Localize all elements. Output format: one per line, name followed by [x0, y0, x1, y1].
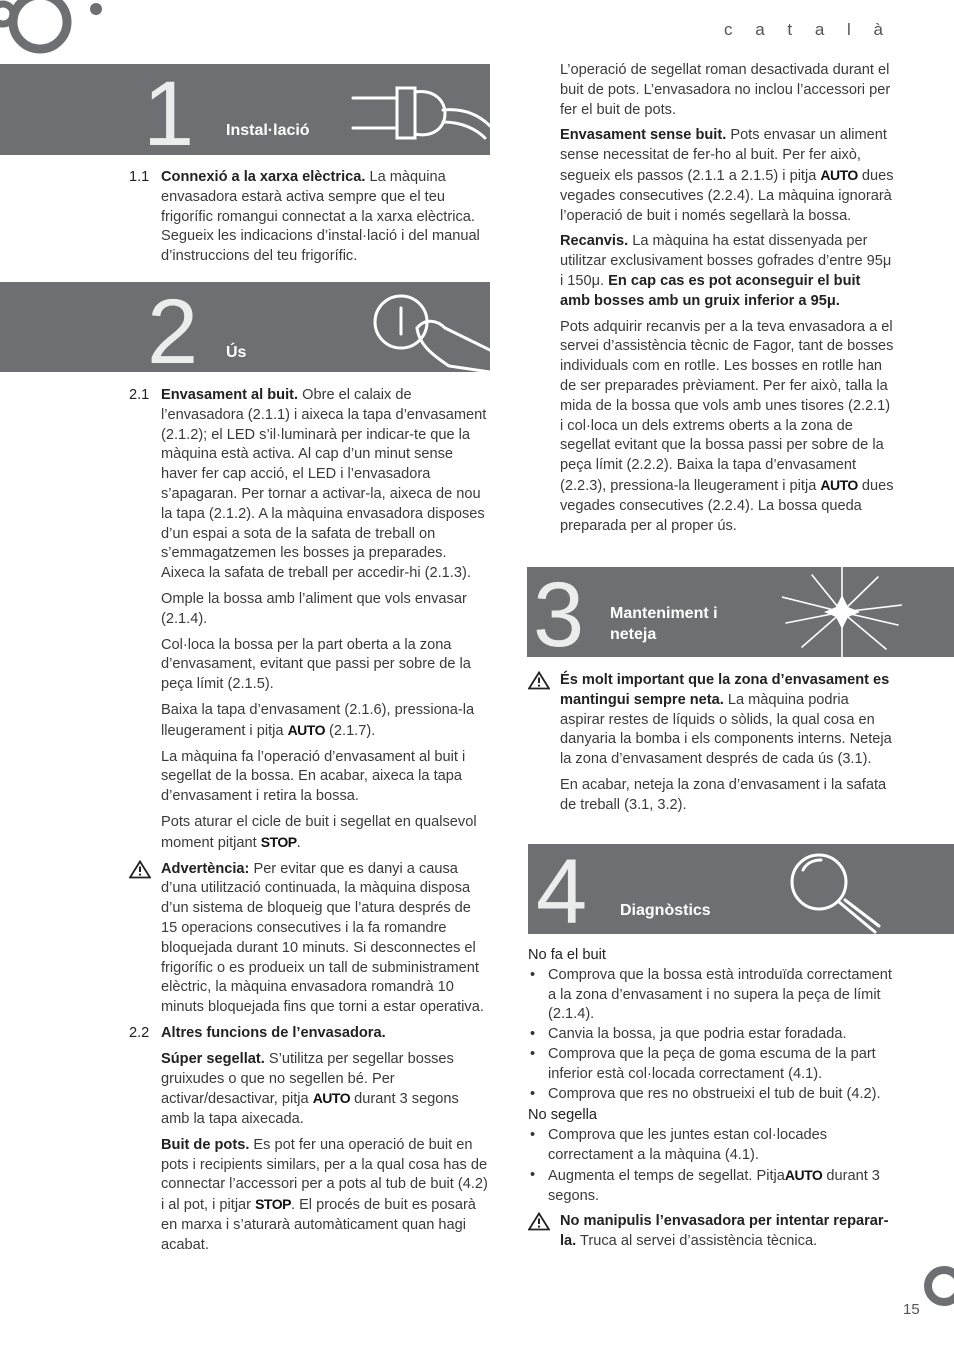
diag-no-seal-title: No segella	[528, 1107, 597, 1124]
keep-clean-text: La màquina podria aspirar restes de líquids o sòlids, la qual cosa en danyaria la bomba i els components interns. Neteja la zona d’envasament després de cada ús (3.1).	[560, 691, 892, 768]
buy-spares-auto-label: AUTO	[820, 476, 858, 493]
jar-vacuum-stop-label: STOP	[255, 1196, 291, 1213]
seal-time-text-a: Augmenta el temps de segellat. Pitja	[548, 1167, 785, 1184]
super-seal-text-b: durant 3 segons amb la tapa aixecada.	[161, 1091, 459, 1128]
section-2-number: 2	[147, 282, 199, 372]
no-vacuum-heading: Envasament sense buit.	[560, 127, 727, 144]
list-item: • Comprova que la peça de goma escuma de la part inferior està col·locada correctament (4.1).	[528, 1045, 894, 1085]
warning-lockout-heading: Advertència:	[161, 860, 250, 877]
spare-parts-warning: En cap cas es pot aconseguir el buit amb bosses amb un gruix inferior a 95μ.	[560, 272, 861, 309]
stop-cycle-text-b: .	[296, 834, 301, 851]
section-2-header	[0, 282, 490, 372]
sparkle-clean-icon	[782, 567, 902, 657]
item-2-1-heading: Envasament al buit.	[161, 387, 299, 403]
section-3-title	[610, 603, 718, 645]
warning-lockout-text: Per evitar que es danyi a causa d’una utilització continuada, la màquina disposa d’un sistema de bloqueig que l’atura després de 15 operacions consecutives i la fa romandre bloquejada durant 10 minuts. Si desconnectes el frigorífic o es produeix un tall de subministrament elèctric, la màquina envasadora romandrà 10 minuts bloquejada fins que torni a estar operativa.	[161, 860, 484, 1016]
stop-button-label: STOP	[260, 833, 297, 850]
section-1-number: 1	[143, 64, 195, 155]
section-1-header	[0, 64, 490, 155]
warning-icon	[528, 671, 550, 690]
warning-lockout	[129, 860, 491, 1018]
section-3-title-line2: neteja	[610, 626, 657, 643]
lower-lid-text-a: Baixa la tapa d’envasament (2.1.6), pressiona-la lleugerament i pitja	[161, 701, 475, 739]
no-vacuum-text-b: dues vegades consecutives (2.2.4). La màquina ignorarà l’operació de buit i només segellarà la bossa.	[560, 167, 894, 224]
super-seal-auto-label: AUTO	[312, 1090, 351, 1107]
no-repair-text: Truca al servei d’assistència tècnica.	[576, 1233, 818, 1250]
lower-lid-text-b: (2.1.7).	[324, 722, 376, 739]
spare-parts-heading: Recanvis.	[560, 233, 629, 250]
section-2-title: Ús	[226, 344, 247, 361]
list-item: • Canvia la bossa, ja que podria estar foradada.	[528, 1025, 894, 1045]
list-item	[528, 1166, 894, 1207]
paragraph-buy-spares	[560, 318, 894, 537]
section-4-header	[528, 844, 954, 934]
diag-no-seal-list	[528, 1126, 894, 1206]
item-2-1-text: Obre el calaix de l’envasadora (2.1.1) i aixeca la tapa d’envasament (2.1.2); el LED s’il·luminarà per indicar-te que la màquina està activa. Al cap d’un minut sense haver fer cap acció, el LED i l’envasadora s’apagaran. Per tornar a activar-la, aixeca de nou la tapa (2.1.2). A la màquina envasadora disposes d’un espai a sota de la safata de treball on s’emmagatzemen les bosses ja preparades. Aixeca la safata de treball per accedir-hi (2.1.3).	[161, 387, 487, 582]
diag-no-vacuum-list	[528, 966, 894, 1105]
left-column-use	[129, 386, 491, 1262]
warning-icon	[129, 860, 151, 879]
paragraph-fill-bag: Omple la bossa amb l’aliment que vols envasar (2.1.4).	[161, 590, 467, 627]
paragraph-clean-after: En acabar, neteja la zona d’envasament i la safata de treball (3.1, 3.2).	[560, 776, 887, 813]
paragraph-super-seal	[129, 1050, 491, 1130]
buy-spares-text-b: dues vegades consecutives (2.2.4). La bossa queda preparada per al proper ús.	[560, 477, 894, 534]
right-column-diagnostics	[528, 946, 894, 1258]
no-repair-heading: No manipulis l’envasadora per intentar reparar-la.	[560, 1213, 889, 1250]
item-2-1-label: 2.1	[129, 387, 150, 403]
list-item: • Comprova que res no obstrueixi el tub de buit (4.2).	[528, 1085, 894, 1105]
page-number: 15	[903, 1301, 920, 1318]
power-plug-icon	[345, 72, 490, 152]
no-vacuum-auto-label: AUTO	[820, 166, 858, 183]
item-1-1-label: 1.1	[129, 169, 150, 185]
super-seal-heading: Súper segellat.	[161, 1050, 265, 1067]
warning-icon	[528, 1212, 550, 1231]
section-4-number: 4	[536, 844, 588, 934]
item-1-1-heading: Connexió a la xarxa elèctrica.	[161, 169, 366, 185]
finger-press-button-icon	[365, 288, 490, 372]
auto-button-label: AUTO	[287, 721, 325, 738]
no-vacuum-text-a: Pots envasar un aliment sense necessitat de fer-ho al buit. Per fer això, segueix els passos (2.1.1 a 2.1.5) i pitja	[560, 127, 887, 184]
paragraph-stop-cycle	[129, 813, 491, 854]
section-3-title-line1: Manteniment i	[610, 605, 718, 622]
decorative-circle-bottom-right	[918, 1264, 954, 1308]
list-item: • Comprova que la bossa està introduïda correctament a la zona d’envasament i no supera la peça de límit (2.1.4).	[528, 966, 894, 1025]
super-seal-text-a: S’utilitza per segellar bosses gruixudes o que no segellen bé. Per activar/desactivar, pitja	[161, 1050, 454, 1108]
buy-spares-text-a: Pots adquirir recanvis per a la teva envasadora a el servei d’assistència tècnic de Fagor, tant de bosses individuals com en rotlle. Les bosses en rotlle han de ser preparades prèviament. Per fer això, talla la mida de la bossa que vols amb unes tisores (2.2.1) i col·loca un dels extrems oberts a la zona de segellat evitant que la bossa passi per sobre de la peça límit (2.2.2). Baixa la tapa d’envasament (2.2.3), pressiona-la lleugerament i pitja	[560, 318, 894, 494]
item-2-2	[129, 1024, 491, 1044]
seal-time-auto-label: AUTO	[784, 1166, 823, 1183]
jar-vacuum-text-a: Es pot fer una operació de buit en pots i recipients similars, per a la qual cosa has de connectar l’accessori per a pots al tub de buit (4.2) i al pot, i pitjar	[161, 1136, 488, 1214]
paragraph-machine-operation: La màquina fa l’operació d’envasament al buit i segellat de la bossa. En acabar, aixeca la tapa d’envasament i retira la bossa.	[161, 748, 466, 805]
paragraph-place-bag: Col·loca la bossa per la part oberta a la zona d’envasament, evitant que passi per sobre de la peça límit (2.1.5).	[161, 636, 471, 693]
warning-keep-clean	[528, 671, 894, 770]
right-column-maintenance	[528, 671, 894, 822]
language-label: c a t a l à	[724, 20, 892, 39]
paragraph-seal-disabled: L’operació de segellat roman desactivada durant el buit de pots. L’envasadora no inclou l’accessori per fer el buit de pots.	[560, 62, 891, 118]
magnifying-glass-icon	[783, 848, 883, 934]
paragraph-jar-vacuum	[129, 1136, 491, 1256]
section-4-title: Diagnòstics	[620, 902, 711, 919]
decorative-circles-top-left	[0, 0, 110, 60]
seal-time-text-b: durant 3 segons.	[548, 1167, 880, 1204]
item-2-2-label: 2.2	[129, 1024, 150, 1041]
diag-no-vacuum-title: No fa el buit	[528, 947, 606, 963]
right-column-use-continued	[560, 61, 894, 542]
list-item: • Comprova que les juntes estan col·locades correctament a la màquina (4.1).	[528, 1126, 894, 1166]
section-1-title: Instal·lació	[226, 122, 310, 139]
section-3-header	[527, 567, 954, 657]
warning-no-repair	[528, 1212, 894, 1252]
section-3-number: 3	[533, 567, 585, 657]
paragraph-spare-parts	[560, 232, 894, 311]
item-2-1	[129, 386, 491, 584]
item-2-2-heading: Altres funcions de l’envasadora.	[161, 1024, 386, 1041]
left-column-install	[129, 168, 485, 267]
jar-vacuum-text-b: . El procés de buit es posarà en marxa i s’aturarà automàticament quan hagi acabat.	[161, 1197, 476, 1253]
paragraph-lower-lid	[129, 701, 491, 742]
paragraph-no-vacuum	[560, 126, 894, 226]
item-1-1-text: La màquina envasadora estarà activa sempre que el teu frigorífic romangui connectat a la xarxa elèctrica. Segueix les indicacions d’instal·lació i del manual d’instruccions del teu frigorífic.	[161, 169, 480, 265]
keep-clean-heading: És molt important que la zona d’envasament es mantingui sempre neta.	[560, 672, 890, 708]
item-1-1	[129, 168, 485, 267]
stop-cycle-text-a: Pots aturar el cicle de buit i segellat en qualsevol moment pitjant	[161, 813, 477, 851]
jar-vacuum-heading: Buit de pots.	[161, 1136, 250, 1153]
spare-parts-text: La màquina ha estat dissenyada per utilitzar exclusivament bosses gofrades d’entre 95μ i 150μ.	[560, 233, 892, 289]
